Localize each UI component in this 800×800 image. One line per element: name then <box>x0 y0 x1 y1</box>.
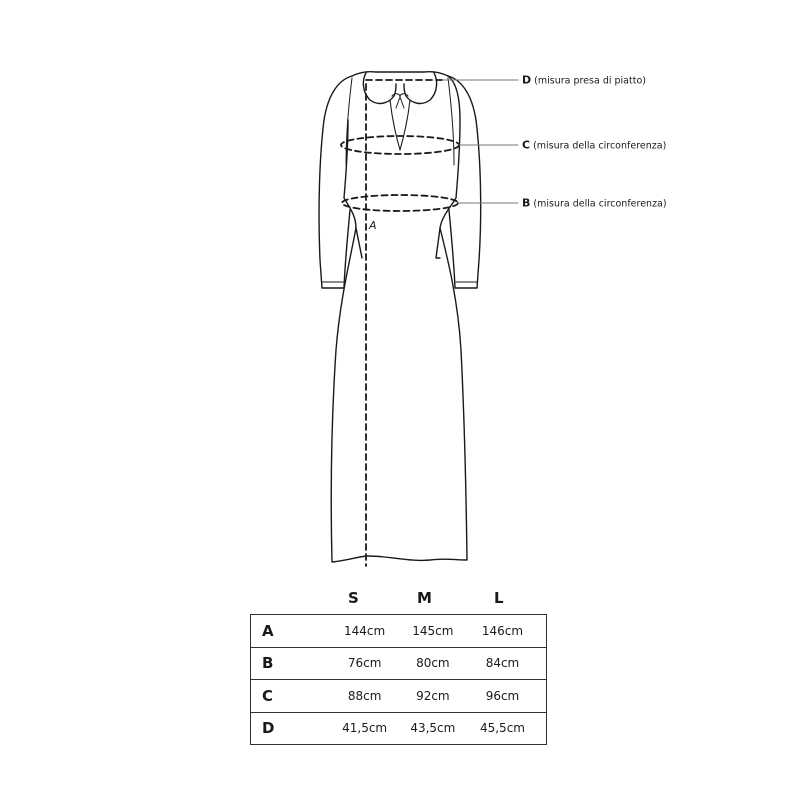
cell-value: 80cm <box>399 647 467 680</box>
callout-c-letter: C <box>522 138 531 152</box>
left-collar <box>363 73 396 103</box>
size-table <box>250 614 547 745</box>
callout-b-text: (misura della circonferenza) <box>533 198 667 210</box>
callout-d-text: (misura presa di piatto) <box>534 75 646 87</box>
table-row <box>251 680 547 713</box>
right-armhole-seam <box>448 78 454 165</box>
callout-c <box>522 139 666 152</box>
cell-value: 45,5cm <box>479 721 525 736</box>
measure-c-ellipse <box>341 136 459 154</box>
right-sleeve <box>448 76 481 288</box>
table-row <box>251 615 547 648</box>
neck-slit <box>390 100 410 150</box>
left-sleeve <box>319 76 352 288</box>
cell-value: 92cm <box>399 680 467 713</box>
dress-length-tag: A <box>369 219 377 232</box>
cell-value: 41,5cm <box>342 721 388 736</box>
callout-d-letter: D <box>522 73 532 87</box>
size-header-l: L <box>494 589 504 607</box>
row-label: D <box>262 719 275 738</box>
cell-value: 144cm <box>327 615 399 648</box>
cell-value: 96cm <box>467 680 547 713</box>
table-row <box>251 647 547 680</box>
row-label: C <box>251 680 327 713</box>
size-header-m: M <box>417 589 432 607</box>
callout-c-text: (misura della circonferenza) <box>533 140 667 152</box>
skirt <box>331 228 467 562</box>
row-label: A <box>251 615 327 648</box>
cell-value: 145cm <box>399 615 467 648</box>
cell-value: 76cm <box>327 647 399 680</box>
row-label: B <box>251 647 327 680</box>
callout-b <box>522 197 667 210</box>
measure-b-ellipse <box>342 195 458 211</box>
cell-value: 146cm <box>467 615 547 648</box>
cell-value: 84cm <box>467 647 547 680</box>
cell-value: 43,5cm <box>410 721 456 736</box>
callout-d <box>522 74 646 87</box>
right-collar <box>404 73 437 103</box>
table-row <box>251 712 547 745</box>
cell-value: 88cm <box>327 680 399 713</box>
callout-b-letter: B <box>522 196 531 210</box>
size-header-s: S <box>348 589 359 607</box>
